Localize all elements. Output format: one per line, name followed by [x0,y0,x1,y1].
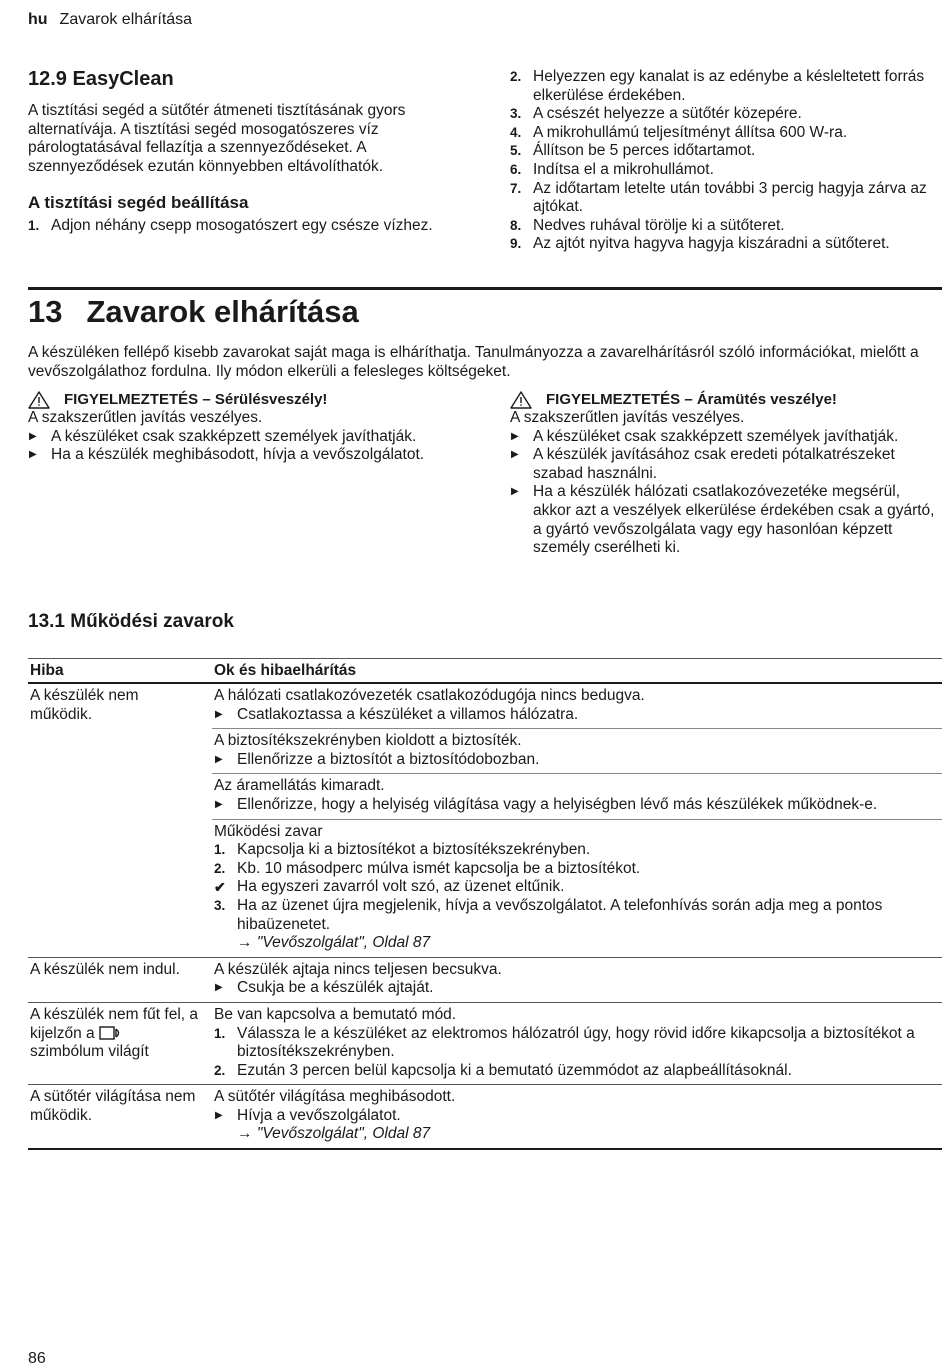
step-item [510,217,942,236]
step-item [214,897,940,934]
column-header-hiba: Hiba [28,659,212,684]
list-item [214,979,940,998]
remedy-text: Csukja be a készülék ajtaját. [237,979,434,997]
checkmark-icon: ✔ [214,879,226,896]
fault-cell: A készülék nem működik. [30,687,139,723]
step-text: Állítson be 5 perces időtartamot. [533,142,756,160]
step-item [510,180,942,217]
demo-mode-icon [99,1025,123,1041]
fault-cell: A sütőtér világítása nem működik. [28,1085,212,1149]
bullet-triangle-icon: ▶ [215,708,223,720]
step-item [28,217,456,236]
cause-text: Az áramellátás kimaradt. [214,777,385,795]
remedy-list [214,796,940,815]
list-item-text: A készülék javításához csak eredeti pótalkatrészeket szabad használni. [533,446,895,482]
step-number: 7. [510,180,522,196]
fault-cell: A készülék nem indul. [28,957,212,1002]
step-number: 3. [214,897,226,913]
bullet-triangle-icon: ▶ [215,1109,223,1121]
cause-cell [212,683,942,729]
step-number: 1. [214,1025,226,1041]
page-header [28,11,192,29]
easyclean-subtitle: A tisztítási segéd beállítása [28,193,249,213]
list-item-text: A készüléket csak szakképzett személyek javíthatják. [533,427,899,445]
warning-list [510,428,942,558]
faults-title: 13.1 Működési zavarok [28,611,234,632]
cause-cell [212,729,942,774]
step-text: Ha egyszeri zavarról volt szó, az üzenet eltűnik. [237,878,565,896]
remedy-text: Ellenőrizze, hogy a helyiség világítása vagy a helyiségben lévő más készülékek működnek-e. [237,795,878,813]
step-item [214,1025,940,1062]
bullet-triangle-icon: ▶ [29,449,37,461]
arrow-right-icon: → [237,934,257,952]
list-item [510,446,942,483]
warning-electric [510,390,942,558]
list-item-text: Ha a készülék meghibásodott, hívja a vevőszolgálatot. [51,446,425,464]
remedy-list [214,1107,940,1126]
step-number: 1. [214,842,226,858]
fault-cell [28,1002,212,1084]
step-text: Nedves ruhával törölje ki a sütőteret. [533,216,785,234]
cause-cell [212,819,942,957]
step-number: 2. [214,860,226,876]
chapter-number: 13 [28,294,63,329]
step-number: 3. [510,106,522,122]
step-number: 9. [510,236,522,252]
table-row [28,957,942,1002]
step-item [510,161,942,180]
chapter-rule [28,287,942,290]
bullet-triangle-icon: ▶ [29,430,37,442]
step-item [214,860,940,879]
step-text: Adjon néhány csepp mosogatószert egy csésze vízhez. [51,217,433,235]
remedy-steps [214,1025,940,1081]
warning-title-text: FIGYELMEZTETÉS – Áramütés veszélye! [546,391,837,408]
easyclean-paragraph: A tisztítási segéd a sütőtér átmeneti tisztításának gyors alternatívája. A tisztítási segéd mosogatószeres víz párologtatásával fellazítja a szennyeződéseket. A szennyeződések ezután könnyebben eltávolíthatók. [28,102,406,175]
list-item [510,483,942,557]
list-item [28,428,460,447]
step-text: Indítsa el a mikrohullámot. [533,160,714,178]
easyclean-right-column [510,68,942,254]
cross-reference-text: "Vevőszolgálat", Oldal 87 [256,1125,431,1143]
list-item [510,428,942,447]
warning-title-text: FIGYELMEZTETÉS – Sérülésveszély! [64,391,328,408]
list-item [214,796,940,815]
bullet-triangle-icon: ▶ [511,449,519,461]
step-number: 6. [510,161,522,177]
cause-cell [212,1002,942,1084]
table-row [28,1085,942,1149]
column-header-ok: Ok és hibaelhárítás [212,659,942,684]
step-number: 1. [28,218,40,234]
remedy-list [214,706,940,725]
step-text: Válassza le a készüléket az elektromos hálózatról úgy, hogy rövid időre kikapcsolja a biztosítékot a biztosítékszekrényben. [237,1024,915,1061]
list-item-text: Ha a készülék hálózati csatlakozóvezetéke megsérül, akkor azt a veszélyek elkerülése érdekében csak a gyártó, a gyártó vevőszolgálata vagy egy hasonlóan képzett személy cserélheti ki. [533,483,935,557]
warning-list [28,428,460,465]
chapter-title [28,294,359,330]
step-item [214,1062,940,1081]
table-header-row [28,659,942,684]
warning-title [28,390,460,409]
cause-cell [212,774,942,819]
warning-text: A szakszerűtlen javítás veszélyes. [28,409,263,426]
cause-cell [212,1085,942,1149]
step-item [510,105,942,124]
step-item [510,235,942,254]
cause-text: Be van kapcsolva a bemutató mód. [214,1005,457,1023]
step-item [214,878,940,897]
easyclean-steps-b [510,68,942,254]
list-item [214,751,940,770]
step-text: Kapcsolja ki a biztosítékot a biztosítékszekrényben. [237,841,591,859]
header-title: Zavarok elhárítása [59,11,193,28]
table-row [28,1002,942,1084]
warning-text: A szakszerűtlen javítás veszélyes. [510,409,745,426]
cause-cell [212,957,942,1002]
step-text: Helyezzen egy kanalat is az edénybe a késleltetett forrás elkerülése érdekében. [533,68,925,104]
fault-text: A készülék nem fűt fel, a kijelzőn a [30,1005,199,1042]
step-number: 2. [214,1062,226,1078]
cross-reference-text: "Vevőszolgálat", Oldal 87 [256,934,431,952]
remedy-list [214,979,940,998]
remedy-steps [214,841,940,934]
step-text: Kb. 10 másodperc múlva ismét kapcsolja be a biztosítékot. [237,859,641,877]
easyclean-left-column [28,68,456,236]
cross-reference[interactable] [214,934,940,953]
easyclean-title: 12.9 EasyClean [28,68,174,90]
cause-text: A biztosítékszekrényben kioldott a biztosíték. [214,732,522,750]
remedy-text: Hívja a vevőszolgálatot. [237,1106,401,1124]
step-number: 5. [510,143,522,159]
list-item [214,1107,940,1126]
step-text: A mikrohullámú teljesítményt állítsa 600 W-ra. [533,123,848,141]
warning-triangle-icon [510,391,532,409]
page-number: 86 [28,1350,46,1367]
bullet-triangle-icon: ▶ [511,486,519,498]
list-item [28,446,460,465]
step-text: Ha az üzenet újra megjelenik, hívja a vevőszolgálatot. A telefonhívás során adja meg a pontos hibaüzenetet. [237,896,883,933]
step-text: Az időtartam letelte után további 3 percig hagyja zárva az ajtókat. [533,179,927,216]
bullet-triangle-icon: ▶ [511,430,519,442]
warning-injury [28,390,460,465]
step-item [510,142,942,161]
bullet-triangle-icon: ▶ [215,982,223,994]
cause-text: A készülék ajtaja nincs teljesen becsukva. [214,960,502,978]
cause-text: Működési zavar [214,822,323,840]
table-row [28,683,942,729]
warning-title [510,390,942,409]
step-number: 4. [510,124,522,140]
arrow-right-icon: → [237,1125,257,1143]
remedy-text: Ellenőrizze a biztosítót a biztosítódobozban. [237,750,540,768]
language-code: hu [28,11,48,28]
step-item [214,841,940,860]
cross-reference[interactable] [214,1125,940,1144]
easyclean-steps-a [28,217,456,236]
step-item [510,68,942,105]
remedy-list [214,751,940,770]
chapter-intro: A készüléken fellépő kisebb zavarokat saját maga is elháríthatja. Tanulmányozza a zavarelhárításról szóló információkat, mielőtt a vevőszolgálathoz fordulna. Ily módon elkerüli a felesleges költségeket. [28,344,919,380]
step-text: A csészét helyezze a sütőtér közepére. [533,105,802,123]
list-item [214,706,940,725]
cause-text: A hálózati csatlakozóvezeték csatlakozódugója nincs bedugva. [214,687,645,704]
bullet-triangle-icon: ▶ [215,753,223,765]
step-number: 2. [510,69,522,84]
step-item [510,124,942,143]
cause-text: A sütőtér világítása meghibásodott. [214,1088,456,1106]
remedy-text: Csatlakoztassa a készüléket a villamos hálózatra. [237,705,579,723]
bullet-triangle-icon: ▶ [215,798,223,810]
list-item-text: A készüléket csak szakképzett személyek javíthatják. [51,427,417,445]
warning-triangle-icon [28,391,50,409]
step-text: Az ajtót nyitva hagyva hagyja kiszáradni a sütőteret. [533,235,890,253]
faults-table [28,658,942,1150]
step-text: Ezután 3 percen belül kapcsolja ki a bemutató üzemmódot az alapbeállításoknál. [237,1061,792,1079]
step-number: 8. [510,217,522,233]
fault-text: szimbólum világít [30,1043,149,1061]
chapter-title-text: Zavarok elhárítása [86,294,359,329]
